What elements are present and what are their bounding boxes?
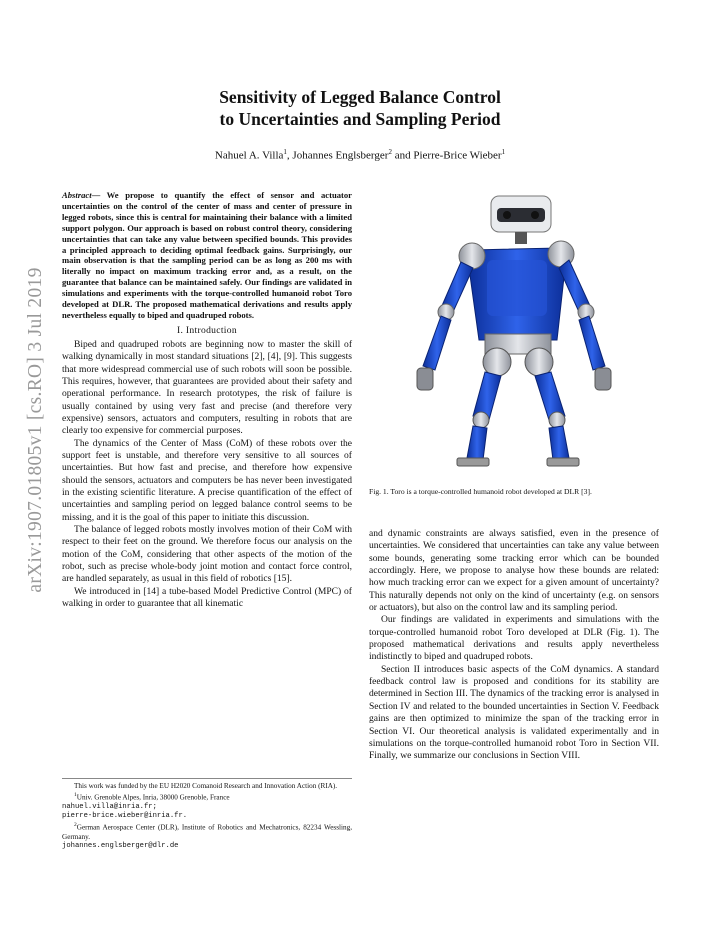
robot-right-leg [535,372,579,466]
intro-paragraph-2: The dynamics of the Center of Mass (CoM) of these robots over the support feet is unstable, and therefore very sensitive to all sources of uncertainties. But how fast and precise, and therefore how expensive should the sensors, actuators and computers be has never been investigated in the existing scientific literature. A precise quantification of the effect of uncertainties and sampling period on legged balance control seems to be missing, and it is the goal of this paper to initiate this discussion. [62,437,352,523]
email-3[interactable]: johannes.englsberger@dlr.de [62,842,179,850]
author-sep-2: and [391,149,414,162]
affiliation-2-text: German Aerospace Center (DLR), Institute of Robotics and Mechatronics, 82234 Wessling, Germany. [62,823,352,841]
figure-1-robot-photo [369,190,659,472]
author-2-affil: 2 [388,148,392,156]
intro-paragraph-4: We introduced in [14] a tube-based Model Predictive Control (MPC) of walking in order to guarantee that all kinematic [62,585,352,610]
affiliation-1-text: Univ. Grenoble Alpes, Inria, 38000 Grenoble, France [76,793,230,802]
robot-left-leg [457,372,501,466]
robot-head [491,196,551,244]
abstract-dash: — [91,190,107,200]
intro-paragraph-1: Biped and quadruped robots are beginning now to master the skill of walking dynamically in most standard situations [2], [4], [9]. This suggests that more widespread commercial use of such robots will soon be possible. This requires, however, that guarantees are provided about their safety and operational performance. In research prototypes, the risk of failure is usually contained by using very fast and precise (and therefore very expensive) sensors, actuators and computers, resulting in robots that are clearly too expensive for commercial purposes. [62,338,352,437]
intro-paragraph-5: and dynamic constraints are always satisfied, even in the presence of uncertainties. We considered that uncertainties can take any value between some bounds, generating some tracking error which can be bounded accordingly. Here, we propose to analyse how these bounds are related: how much tracking error can we expect for a given amount of uncertainty? This naturally depends not only on the kind of uncertainty (e.g. on sensors or actuators), but also on the control law and its sampling period. [369,528,659,614]
email-2[interactable]: pierre-brice.wieber@inria.fr. [62,812,188,820]
funding-note [62,782,352,791]
abstract [62,190,352,321]
robot-left-arm [417,262,473,390]
author-1-affil: 1 [283,148,287,156]
right-column [369,528,659,763]
arxiv-id: arXiv:1907.01805v1 [cs.RO] 3 Jul 2019 [25,267,46,593]
abstract-text: We propose to quantify the effect of sensor and actuator uncertainties on the control of the center of mass and center of pressure in legged robots, since this is central for maintaining their balance with a limited support polygon. Our approach is based on robust control theory, considering uncertainties that can take any value between specified bounds. This provides a principled approach to deciding optimal feedback gains. Surprisingly, our main observation is that the sampling period can be as long as 200 ms with literally no impact on maximum tracking error and, as a result, on the guarantee that balance can be maintained safely. Our findings are validated in simulations and experiments with the torque-controlled humanoid robot Toro developed at DLR. The proposed mathematical derivations and results apply nevertheless equally to biped and quadruped robots. [62,190,352,320]
section-heading-introduction: I. Introduction [177,324,237,336]
robot-torso [459,241,574,354]
robot-right-arm [559,260,611,390]
footnotes [62,778,352,851]
paper-title [0,86,720,130]
affiliation-1-mark: 1 [74,792,77,799]
intro-paragraph-6: Our findings are validated in experiments and simulations with the torque-controlled humanoid robot Toro developed at DLR (Fig. 1). The proposed mathematical derivations and results apply nevertheless indistinctly to biped and quadruped robots. [369,614,659,663]
email-1[interactable]: nahuel.villa@inria.fr; [62,802,157,811]
author-2: Johannes Englsberger [292,149,389,162]
author-3-affil: 1 [501,148,506,156]
author-sep-1: , [286,149,293,162]
arxiv-stamp [22,240,50,620]
affiliation-2 [62,821,352,842]
abstract-label: Abstract [62,190,92,200]
robot-illustration [369,190,659,472]
affiliation-2-mark: 2 [74,822,77,829]
title-line-1: Sensitivity of Legged Balance Control [219,87,501,107]
author-3: Pierre-Brice Wieber [413,149,502,162]
intro-paragraph-3: The balance of legged robots mostly involves motion of their CoM with respect to their feet on the ground. We therefore focus our analysis on the motion of the CoM, considering that other aspects of the motion of the robot, such as precise whole-body joint motion and contact force control, are handled separately, as usual in this field of robotics [15]. [62,524,352,585]
affiliation-1 [62,791,352,803]
intro-paragraph-7: Section II introduces basic aspects of the CoM dynamics. A standard feedback control law is proposed and conditions for its stability are determined in Section III. The dynamics of the tracking error is analysed in Section IV and related to the bounded uncertainties in Section V. Feedback gains are then optimized to minimize the span of the tracking error in Section VI. Our theoretical analysis is validated experimentally and in simulations on the torque-controlled humanoid robot Toro in Section VII. Finally, we summarize our conclusions in Section VIII. [369,663,659,762]
left-column [62,190,352,610]
title-line-2: to Uncertainties and Sampling Period [219,109,501,129]
figure-1-caption: Fig. 1. Toro is a torque-controlled humanoid robot developed at DLR [3]. [369,487,592,496]
author-list [0,148,720,162]
author-1: Nahuel A. Villa [214,149,284,162]
funding-text: This work was funded by the EU H2020 Comanoid Research and Innovation Action (RIA). [74,782,338,790]
